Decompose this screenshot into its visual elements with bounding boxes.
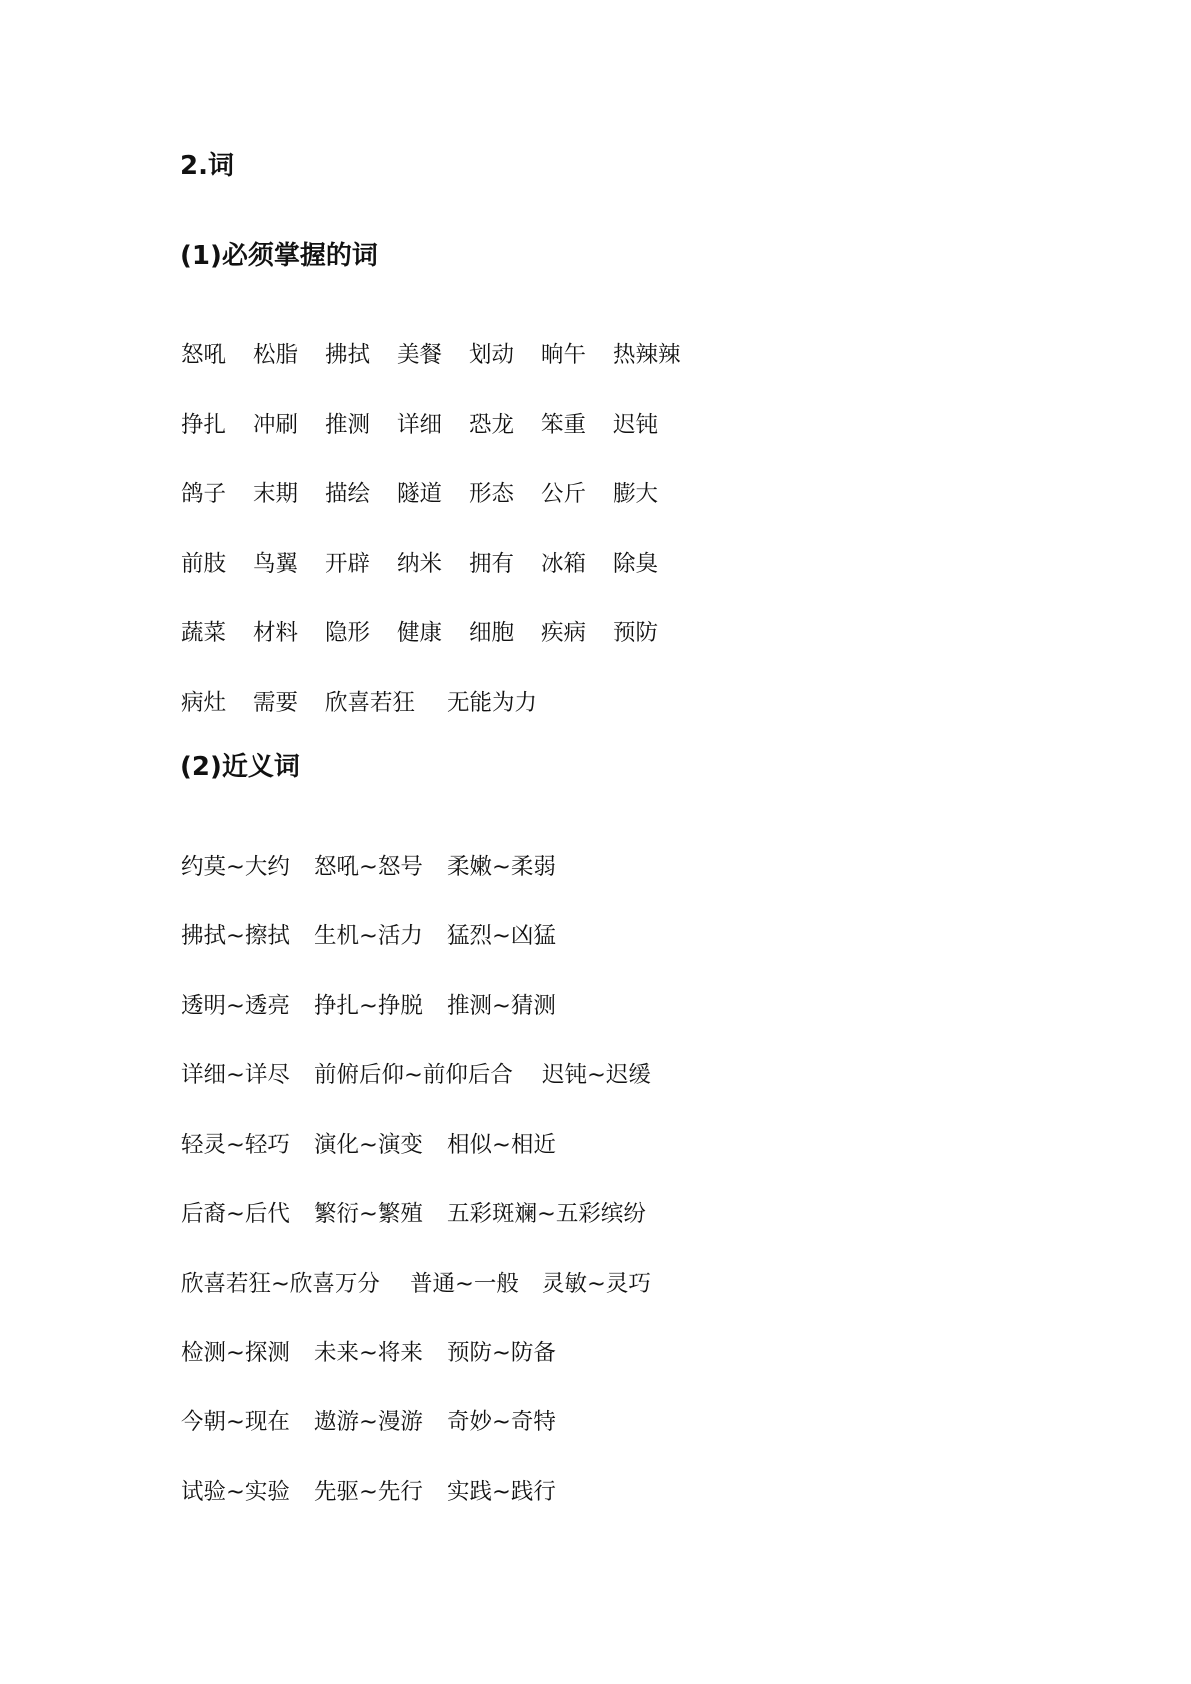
synonym-pair: 未来~将来	[314, 1340, 423, 1366]
word-item: 疾病	[541, 620, 587, 646]
synonym-pair: 生机~活力	[314, 923, 423, 949]
word-item: 隧道	[397, 481, 443, 507]
synonym-pair: 普通~一般	[410, 1271, 519, 1297]
synonym-pair: 演化~演变	[314, 1132, 423, 1158]
synonym-pair: 猛烈~凶猛	[447, 923, 556, 949]
synonym-pair: 预防~防备	[447, 1340, 556, 1366]
synonym-pair: 后裔~后代	[181, 1201, 290, 1227]
word-item: 晌午	[541, 342, 587, 368]
word-item: 蔬菜	[181, 620, 227, 646]
section-title: 2.词	[180, 151, 234, 181]
word-item: 细胞	[469, 620, 515, 646]
synonym-pair: 今朝~现在	[181, 1409, 290, 1435]
word-item: 拂拭	[325, 342, 371, 368]
word-item: 拥有	[469, 551, 515, 577]
synonym-pair: 奇妙~奇特	[447, 1409, 556, 1435]
synonym-pair: 繁衍~繁殖	[314, 1201, 423, 1227]
word-item: 材料	[253, 620, 299, 646]
word-item: 鸽子	[181, 481, 227, 507]
synonym-pair: 推测~猜测	[447, 993, 556, 1019]
synonym-pair: 透明~透亮	[181, 993, 290, 1019]
synonym-pair: 怒吼~怒号	[314, 854, 423, 880]
synonym-pair: 先驱~先行	[314, 1479, 423, 1505]
word-item: 形态	[469, 481, 515, 507]
word-item: 开辟	[325, 551, 371, 577]
word-item: 美餐	[397, 342, 443, 368]
synonym-pair: 五彩斑斓~五彩缤纷	[447, 1201, 646, 1227]
word-item: 预防	[613, 620, 659, 646]
must-master-title: (1)必须掌握的词	[180, 241, 378, 271]
word-item: 描绘	[325, 481, 371, 507]
word-item: 划动	[469, 342, 515, 368]
synonym-pair: 轻灵~轻巧	[181, 1132, 290, 1158]
word-item: 怒吼	[181, 342, 227, 368]
word-item: 欣喜若狂	[325, 690, 416, 716]
word-item: 推测	[325, 412, 371, 438]
synonym-pair: 检测~探测	[181, 1340, 290, 1366]
word-item: 末期	[253, 481, 299, 507]
synonym-pair: 挣扎~挣脱	[314, 993, 423, 1019]
word-item: 热辣辣	[613, 342, 681, 368]
word-item: 公斤	[541, 481, 587, 507]
word-item: 恐龙	[469, 412, 515, 438]
synonym-pair: 拂拭~擦拭	[181, 923, 290, 949]
word-item: 鸟翼	[253, 551, 299, 577]
word-item: 纳米	[397, 551, 443, 577]
synonym-pair: 柔嫩~柔弱	[447, 854, 556, 880]
synonym-pair: 详细~详尽	[181, 1062, 290, 1088]
word-item: 需要	[253, 690, 299, 716]
synonym-pair: 欣喜若狂~欣喜万分	[181, 1271, 380, 1297]
word-item: 除臭	[613, 551, 659, 577]
synonym-pair: 灵敏~灵巧	[542, 1271, 651, 1297]
word-item: 笨重	[541, 412, 587, 438]
synonym-pair: 遨游~漫游	[314, 1409, 423, 1435]
word-item: 病灶	[181, 690, 227, 716]
word-item: 挣扎	[181, 412, 227, 438]
word-item: 冲刷	[253, 412, 299, 438]
word-item: 健康	[397, 620, 443, 646]
synonym-pair: 相似~相近	[447, 1132, 556, 1158]
synonym-pair: 实践~践行	[447, 1479, 556, 1505]
word-item: 松脂	[253, 342, 299, 368]
word-item: 隐形	[325, 620, 371, 646]
synonym-pair: 试验~实验	[181, 1479, 290, 1505]
synonym-pair: 迟钝~迟缓	[542, 1062, 651, 1088]
synonyms-title: (2)近义词	[180, 752, 300, 782]
synonym-pair: 前俯后仰~前仰后合	[314, 1062, 513, 1088]
word-item: 迟钝	[613, 412, 659, 438]
word-item: 冰箱	[541, 551, 587, 577]
synonym-pair: 约莫~大约	[181, 854, 290, 880]
word-item: 无能为力	[447, 690, 538, 716]
word-item: 详细	[397, 412, 443, 438]
word-item: 膨大	[613, 481, 659, 507]
word-item: 前肢	[181, 551, 227, 577]
